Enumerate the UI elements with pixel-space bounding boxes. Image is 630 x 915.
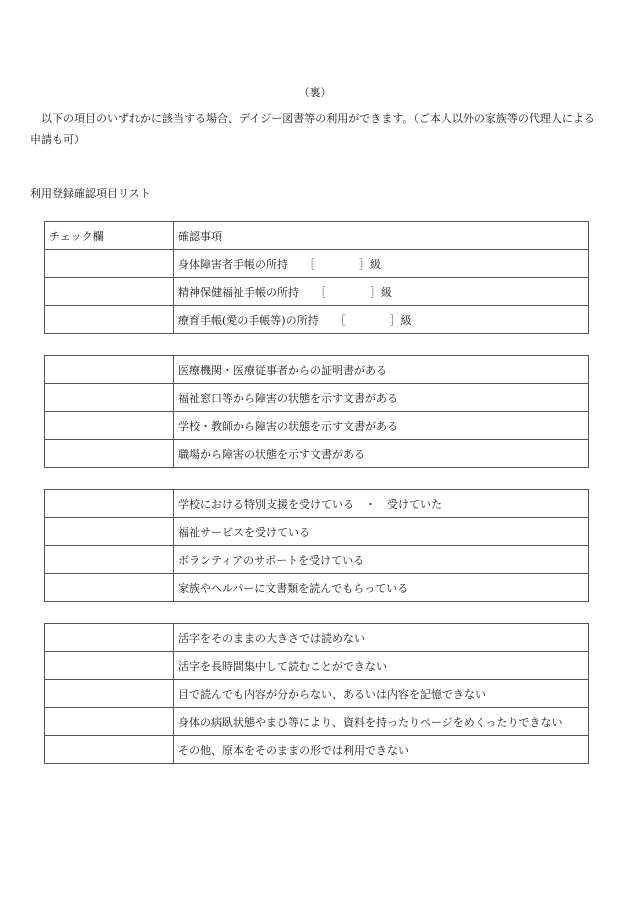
table-row	[45, 278, 589, 306]
check-cell[interactable]	[45, 440, 174, 468]
table-row	[45, 250, 589, 278]
table-row	[45, 708, 589, 736]
item-cell: 活字を長時間集中して読むことができない	[174, 652, 589, 680]
item-cell: その他、原本をそのままの形では利用できない	[174, 736, 589, 764]
check-cell[interactable]	[45, 278, 174, 306]
check-cell[interactable]	[45, 412, 174, 440]
check-cell[interactable]	[45, 490, 174, 518]
check-cell[interactable]	[45, 736, 174, 764]
grade-open: ［	[315, 285, 326, 299]
item-cell	[174, 250, 589, 278]
item-cell: 医療機関・医療従事者からの証明書がある	[174, 356, 589, 384]
item-cell: 身体の病臥状態やまひ等により、資料を持ったりページをめくったりできない	[174, 708, 589, 736]
item-cell: 目で読んでも内容が分からない、あるいは内容を記憶できない	[174, 680, 589, 708]
table-row	[45, 306, 589, 334]
table-row	[45, 518, 589, 546]
item-cell: 家族やヘルパーに文書類を読んでもらっている	[174, 574, 589, 602]
check-column-header: チェック欄	[45, 222, 174, 250]
grade-open: ［	[304, 257, 315, 271]
page-header: （裏）	[298, 86, 332, 99]
item-column-header: 確認事項	[174, 222, 589, 250]
table-group-3	[44, 489, 589, 602]
check-cell[interactable]	[45, 546, 174, 574]
check-cell[interactable]	[45, 250, 174, 278]
table-row	[45, 652, 589, 680]
table-row	[45, 574, 589, 602]
table-row	[45, 546, 589, 574]
item-cell: 福祉窓口等から障害の状態を示す文書がある	[174, 384, 589, 412]
item-cell: 学校における特別支援を受けている ・ 受けていた	[174, 490, 589, 518]
table-row	[45, 624, 589, 652]
item-cell	[174, 278, 589, 306]
item-text: 身体障害者手帳の所持	[178, 257, 288, 271]
table-header-row	[45, 222, 589, 250]
check-cell[interactable]	[45, 306, 174, 334]
table-group-2	[44, 355, 589, 468]
item-cell: 活字をそのままの大きさでは読めない	[174, 624, 589, 652]
item-text: 精神保健福祉手帳の所持	[178, 285, 299, 299]
table-row	[45, 384, 589, 412]
check-cell[interactable]	[45, 652, 174, 680]
table-row	[45, 356, 589, 384]
intro-text: 以下の項目のいずれかに該当する場合、デイジー図書等の利用ができます。（ご本人以外の家族等の代理人による申請も可）	[30, 112, 595, 146]
table-row	[45, 412, 589, 440]
item-cell: 福祉サービスを受けている	[174, 518, 589, 546]
table-row	[45, 680, 589, 708]
grade-close: ］級	[359, 257, 381, 271]
item-cell: ボランティアのサポートを受けている	[174, 546, 589, 574]
check-cell[interactable]	[45, 384, 174, 412]
item-cell	[174, 306, 589, 334]
table-row	[45, 440, 589, 468]
check-cell[interactable]	[45, 624, 174, 652]
item-cell: 職場から障害の状態を示す文書がある	[174, 440, 589, 468]
item-text: 療育手帳(愛の手帳等)の所持	[178, 313, 319, 327]
check-cell[interactable]	[45, 680, 174, 708]
grade-open: ［	[334, 313, 346, 327]
check-cell[interactable]	[45, 356, 174, 384]
table-row	[45, 736, 589, 764]
item-cell: 学校・教師から障害の状態を示す文書がある	[174, 412, 589, 440]
check-cell[interactable]	[45, 708, 174, 736]
grade-close: ］級	[370, 285, 392, 299]
table-group-1	[44, 221, 589, 334]
table-row	[45, 490, 589, 518]
list-title: 利用登録確認項目リスト	[30, 187, 151, 200]
check-cell[interactable]	[45, 518, 174, 546]
table-group-4	[44, 623, 589, 764]
grade-close: ］級	[389, 313, 412, 327]
check-cell[interactable]	[45, 574, 174, 602]
